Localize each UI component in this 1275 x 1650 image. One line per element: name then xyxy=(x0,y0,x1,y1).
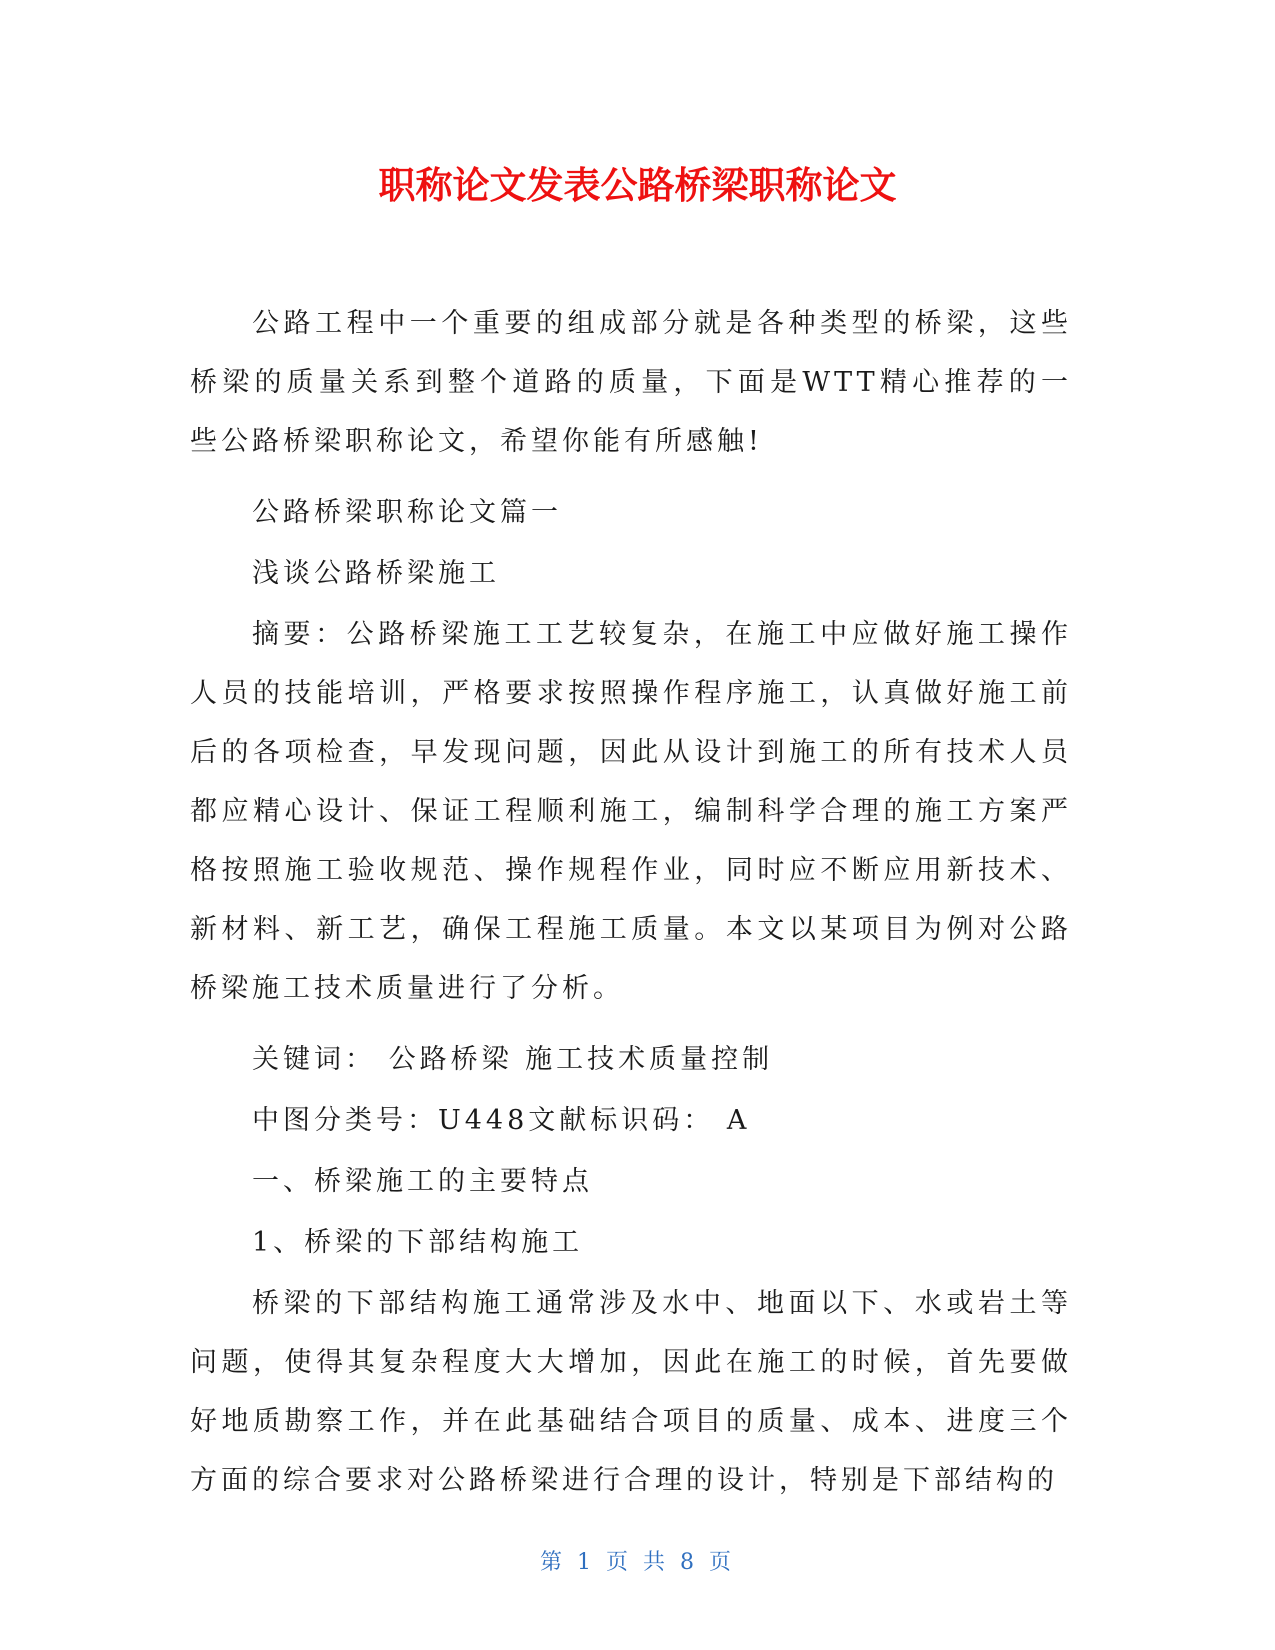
paragraph-abstract: 摘要：公路桥梁施工工艺较复杂，在施工中应做好施工操作人员的技能培训，严格要求按照操作程序施工，认真做好施工前后的各项检查，早发现问题，因此从设计到施工的所有技术人员都应精心设计、保证工程顺利施工，编制科学合理的施工方案严格按照施工验收规范、操作规程作业，同时应不断应用新技术、新材料、新工艺，确保工程施工质量。本文以某项目为例对公路桥梁施工技术质量进行了分析。 xyxy=(190,619,1072,1004)
document-body xyxy=(190,294,1072,1522)
paragraph-heading-1: 一、桥梁施工的主要特点 xyxy=(252,1166,593,1197)
paragraph-section-heading: 公路桥梁职称论文篇一 xyxy=(252,497,562,528)
paragraph-keywords: 关键词： 公路桥梁 施工技术质量控制 xyxy=(252,1044,774,1075)
paragraph-classification: 中图分类号：U448文献标识码： A xyxy=(252,1105,751,1136)
paragraph-substructure: 桥梁的下部结构施工通常涉及水中、地面以下、水或岩土等问题，使得其复杂程度大大增加，因此在施工的时候，首先要做好地质勘察工作，并在此基础结合项目的质量、成本、进度三个方面的综合要求对公路桥梁进行合理的设计，特别是下部结构的 xyxy=(190,1288,1072,1496)
paragraph-heading-1-1: 1、桥梁的下部结构施工 xyxy=(252,1227,584,1258)
paragraph-article-title: 浅谈公路桥梁施工 xyxy=(252,558,500,589)
document-title: 职称论文发表公路桥梁职称论文 xyxy=(378,164,897,207)
paragraph-intro: 公路工程中一个重要的组成部分就是各种类型的桥梁，这些桥梁的质量关系到整个道路的质量，下面是WTT精心推荐的一些公路桥梁职称论文，希望你能有所感触! xyxy=(190,308,1072,457)
page-footer: 第 1 页 共 8 页 xyxy=(540,1550,735,1575)
